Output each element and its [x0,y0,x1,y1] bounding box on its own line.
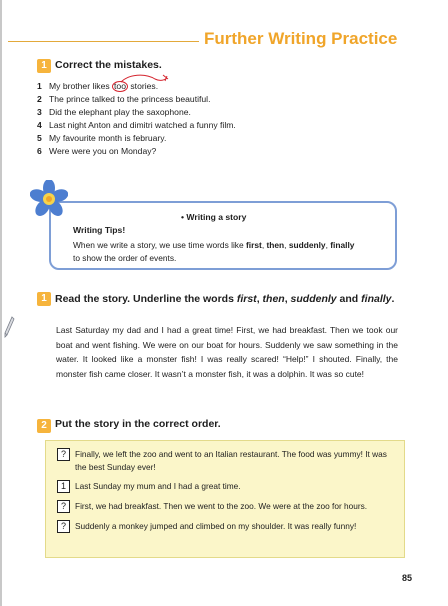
heading-separator: and [336,293,362,305]
correction-mark-icon [119,73,171,91]
order-item-text: Last Sunday my mum and I had a great time. [75,481,241,491]
item-text: Were were you on Monday? [49,146,157,157]
section-heading-correct: Correct the mistakes. [55,59,162,71]
item-number: 1 [37,81,42,91]
heading-separator: , [284,293,291,305]
item-text-after: stories. [128,81,159,91]
order-item-text: Finally, we left the zoo and went to an Italian restaurant. The food was yummy! It was the best Sunday ever! [75,449,387,472]
heading-word: then [262,293,285,305]
list-item [37,80,417,93]
item-number: 5 [37,133,42,144]
section-number-badge: 1 [37,292,51,306]
item-text: Last night Anton and dimitri watched a funny film. [49,120,236,131]
order-item [57,448,399,473]
order-item-text: First, we had breakfast. Then we went to the zoo. We were at the zoo for hours. [75,501,368,511]
page-number: 85 [402,573,413,583]
order-answer-box[interactable]: ? [57,500,70,513]
page-title: Further Writing Practice [204,29,398,48]
list-item [37,132,417,145]
page-edge [0,0,2,606]
tips-body-text: to show the order of events. [73,253,177,263]
order-answer-box[interactable]: ? [57,520,70,533]
section-number-badge: 1 [37,59,51,73]
order-answer-box[interactable]: ? [57,448,70,461]
list-item [37,119,417,132]
mistakes-list [37,80,417,159]
tips-separator: , [284,240,289,250]
heading-word: suddenly [290,293,337,305]
list-item [37,93,417,106]
circled-word: too [114,81,126,91]
order-item-text: Suddenly a monkey jumped and climbed on my shoulder. It was really funny! [75,521,357,531]
tips-word: finally [330,240,355,250]
item-number: 3 [37,107,42,118]
heading-separator: , [256,293,263,305]
heading-text: Read the story. Underline the words [55,293,237,305]
item-text: Did the elephant play the saxophone. [49,107,191,118]
item-text-before: My brother likes [49,81,113,91]
heading-word: first [236,293,257,305]
tips-word: then [266,240,285,250]
section-heading-read [55,293,394,305]
item-number: 6 [37,146,42,157]
tips-body-text: When we write a story, we use time words like [73,240,246,250]
item-text: My favourite month is february. [49,133,167,144]
list-item [37,145,417,158]
list-item [37,106,417,119]
tips-separator: , [325,240,331,250]
heading-separator: . [391,293,395,305]
item-number: 2 [37,94,42,105]
tips-word: first [245,240,262,250]
tips-word: suddenly [288,240,326,250]
order-item [57,520,399,533]
tips-separator: , [261,240,267,250]
order-item [57,480,399,493]
item-text: The prince talked to the princess beautiful. [49,94,211,105]
flower-icon [30,180,68,218]
order-item [57,500,399,513]
pencil-icon [3,316,15,338]
tips-body [73,239,393,265]
tips-title: Writing Tips! [73,225,126,235]
story-paragraph: Last Saturday my dad and I had a great time! First, we had breakfast. Then we took our boat and went fishing. We were on our boat for hours. Suddenly we saw something in the water. It looked like a monster fish! I was really scared! “Help!” I shouted. Finally, the monster fish came closer. It wasn’t a monster fish, it was a dolphin. It was so cute! [56,325,398,379]
tips-label: • Writing a story [181,212,247,222]
order-list [57,448,399,540]
section-heading-order: Put the story in the correct order. [55,418,221,430]
section-number-badge: 2 [37,419,51,433]
heading-word: finally [361,293,392,305]
order-answer-box[interactable]: 1 [57,480,70,493]
title-rule [8,41,199,42]
item-number: 4 [37,120,42,131]
